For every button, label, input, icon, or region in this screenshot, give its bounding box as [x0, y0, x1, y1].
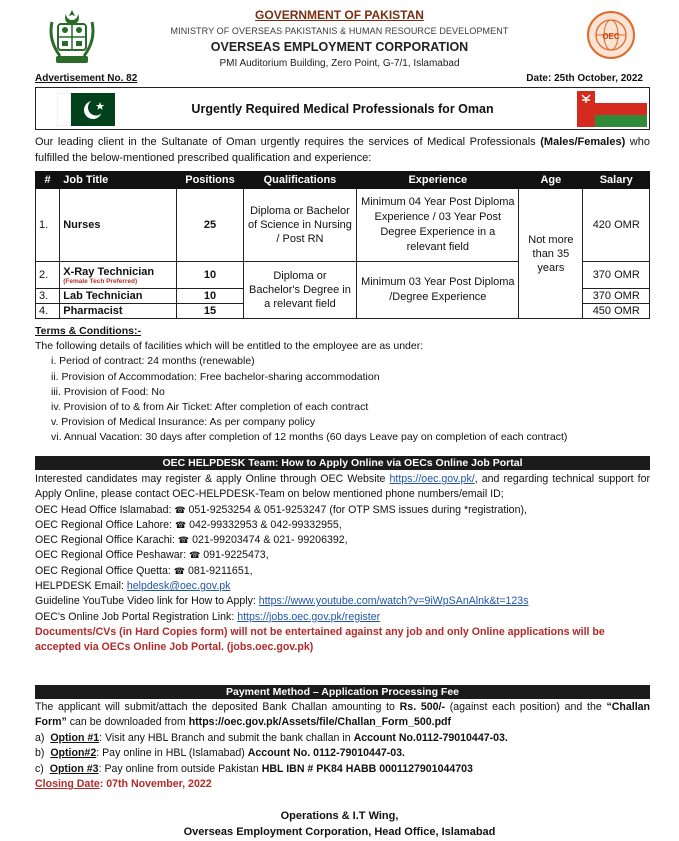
header-positions: Positions [177, 172, 243, 189]
closing-date: Closing Date: 07th November, 2022 [35, 778, 212, 791]
terms-section [35, 324, 650, 446]
intro-paragraph: Our leading client in the Sultanate of Oman urgently requires the services of Medical Professionals (Males/Females) who fulfilled the below-mentioned prescribed qualification and experience: [35, 136, 650, 164]
helpdesk-paragraph: Interested candidates may register & apply Online through OEC Website https://oec.gov.pk/, and regarding technical support for Apply Online, please contact OEC-HELPDESK-Team on below mentioned phone numbers/email ID; [35, 473, 650, 501]
table-row: 4. Pharmacist 15 450 OMR [36, 304, 650, 319]
challan-form-link[interactable]: https://oec.gov.pk/Assets/file/Challan_Form_500.pdf [188, 716, 452, 729]
header-experience: Experience [357, 172, 519, 189]
hard-copy-warning: Documents/CVs (in Hard Copies form) will not be entertained against any job and only Online applications will be accepted via OECs Online Job Portal. (jobs.oec.gov.pk) [35, 625, 605, 654]
ministry-title: MINISTRY OF OVERSEAS PAKISTANIS & HUMAN RESOURCE DEVELOPMENT [170, 26, 509, 36]
payment-band: Payment Method – Application Processing Fee [35, 685, 650, 699]
list-item: v. Provision of Medical Insurance: As per company policy [51, 416, 316, 429]
office-line: OEC Regional Office Quetta: ☎ 081-9211651, [35, 564, 253, 577]
phone-icon: ☎ [177, 535, 190, 546]
youtube-line: Guideline YouTube Video link for How to Apply: https://www.youtube.com/watch?v=9iWpSAnAlnk&t=123s [35, 595, 529, 608]
advertisement-number: Advertisement No. 82 [35, 73, 138, 84]
payment-paragraph: The applicant will submit/attach the deposited Bank Challan amounting to Rs. 500/- (against each position) and the “Challan Form” can be downloaded from https://oec.gov.pk/Assets/file/Challan_Form_500.pdf [35, 701, 651, 729]
female-preferred-note: (Female Tech Preferred) [63, 277, 138, 285]
phone-icon: ☎ [173, 565, 185, 576]
table-row: 2. X-Ray Technician (Female Tech Preferred) 10 Diploma or Bachelor's Degree in a relevant field Minimum 03 Year Post Diploma /Degree Experience 370 OMR [36, 262, 650, 289]
office-line: OEC Regional Office Lahore: ☎ 042-99332953 & 042-99332955, [35, 518, 342, 531]
oec-website-link[interactable]: https://oec.gov.pk/ [389, 473, 475, 485]
terms-heading: Terms & Conditions:- [35, 325, 141, 337]
advertisement-date: Date: 25th October, 2022 [526, 73, 643, 84]
payment-section [35, 700, 650, 792]
jobs-table [35, 171, 650, 319]
table-row: 3. Lab Technician 10 370 OMR [36, 289, 650, 304]
header-job-title: Job Title [60, 172, 177, 189]
oec-logo-icon [586, 10, 636, 60]
phone-icon: ☎ [174, 519, 187, 530]
table-header-row [36, 172, 650, 189]
header [0, 0, 679, 90]
address: PMI Auditorium Building, Zero Point, G-7/1, Islamabad [219, 58, 460, 69]
footer [0, 808, 679, 840]
government-title: GOVERNMENT OF PAKISTAN [255, 8, 424, 22]
office-line: OEC Regional Office Karachi: ☎ 021-99203474 & 021- 99206392, [35, 534, 348, 547]
header-number: # [36, 172, 60, 189]
portal-register-link[interactable]: https://jobs.oec.gov.pk/register [237, 610, 381, 623]
header-age: Age [519, 172, 583, 189]
table-row: 1. Nurses 25 Diploma or Bachelor of Science in Nursing / Post RN Minimum 04 Year Post Diploma Experience / 03 Year Post Degree Experience in a relevant field Not more than 35 years 420 OMR [36, 189, 650, 262]
list-item: vi. Annual Vacation: 30 days after completion of 12 months (60 days Leave pay on completion of each contract) [51, 431, 568, 444]
age-cell: Not more than 35 years [519, 189, 583, 319]
list-item: i. Period of contract: 24 months (renewable) [51, 355, 255, 368]
payment-option: a) Option #1: Visit any HBL Branch and submit the bank challan in Account No.0112-79010447-03. [35, 731, 508, 744]
helpdesk-band: OEC HELPDESK Team: How to Apply Online via OECs Online Job Portal [35, 456, 650, 470]
footer-office: Overseas Employment Corporation, Head Office, Islamabad [183, 826, 496, 838]
payment-option: c) Option #3: Pay online from outside Pakistan HBL IBN # PK84 HABB 0001127901044703 [35, 762, 473, 775]
oman-flag-icon [577, 91, 647, 127]
corporation-title: OVERSEAS EMPLOYMENT CORPORATION [210, 40, 469, 54]
office-line: OEC Head Office Islamabad: ☎ 051-9253254 & 051-9253247 (for OTP SMS issues during *registration), [35, 503, 527, 516]
header-qualifications: Qualifications [243, 172, 357, 189]
header-salary: Salary [583, 172, 650, 189]
phone-icon: ☎ [174, 504, 186, 515]
portal-line: OEC's Online Job Portal Registration Link: https://jobs.oec.gov.pk/register [35, 610, 381, 623]
oec-logo-text: OEC [602, 32, 620, 41]
job-title-heading: Urgently Required Medical Professionals for Oman [191, 102, 494, 116]
office-line: OEC Regional Office Peshawar: ☎ 091-9225473, [35, 549, 269, 562]
terms-intro: The following details of facilities which will be entitled to the employee are as under: [35, 340, 424, 353]
payment-option: b) Option#2: Pay online in HBL (Islamabad) Account No. 0112-79010447-03. [35, 747, 405, 760]
helpdesk-email-link[interactable]: helpdesk@oec.gov.pk [126, 580, 231, 593]
phone-icon: ☎ [189, 550, 201, 561]
list-item: iii. Provision of Food: No [51, 385, 165, 398]
list-item: iv. Provision of to & from Air Ticket: After completion of each contract [51, 401, 369, 414]
youtube-link[interactable]: https://www.youtube.com/watch?v=9iWpSAnAlnk&t=123s [258, 595, 529, 608]
title-band [35, 87, 650, 130]
helpdesk-section [35, 472, 650, 656]
email-line: HELPDESK Email: helpdesk@oec.gov.pk [35, 580, 231, 593]
list-item: ii. Provision of Accommodation: Free bachelor-sharing accommodation [51, 370, 380, 383]
footer-wing: Operations & I.T Wing, [280, 810, 399, 822]
